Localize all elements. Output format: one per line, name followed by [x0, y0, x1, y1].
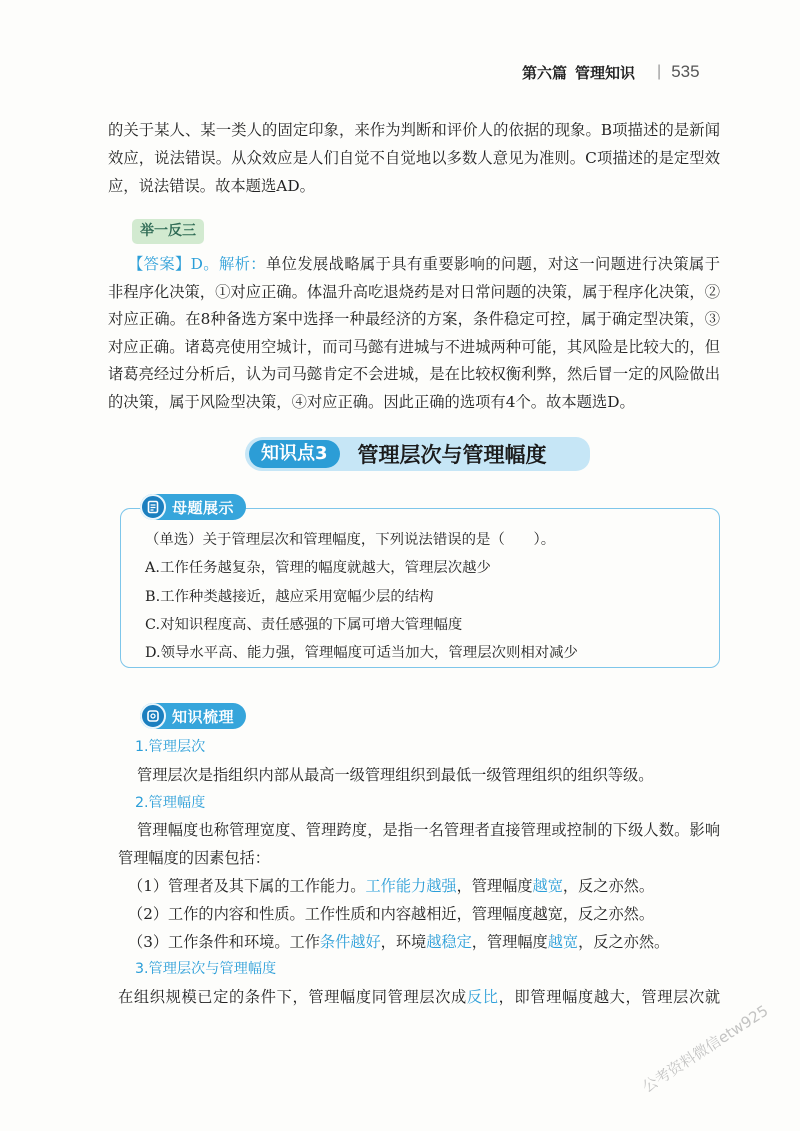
mother-question-label	[140, 494, 246, 520]
knowledge-point-banner	[245, 437, 590, 471]
option-b: B.工作种类越接近，越应采用宽幅少层的结构	[145, 588, 434, 605]
knowledge-point-tag: 知识点3	[249, 440, 340, 468]
mother-question-label-text: 母题展示	[172, 498, 235, 517]
heading-management-span: 2.管理幅度	[135, 794, 206, 811]
text-management-levels: 管理层次是指组织内部从最高一级管理组织到最低一级管理组织的组织等级。	[137, 765, 654, 784]
knowledge-content	[118, 734, 720, 1012]
factor-3-text: （3）工作条件和环境。工作	[128, 932, 320, 951]
levels-span-text: ，即管理幅度越大，管理层次就	[498, 988, 721, 1007]
header-part: 第六篇	[522, 64, 568, 82]
factor-1-text: （1）管理者及其下属的工作能力。	[128, 876, 366, 895]
levels-span-highlight: 反比	[466, 988, 499, 1007]
factor-2-text: （2）工作的内容和性质。工作性质和内容越相近，管理幅度越宽，反之亦然。	[128, 904, 655, 923]
factor-1-text: ，反之亦然。	[562, 876, 655, 895]
factor-3-text: ，反之亦然。	[578, 932, 670, 951]
question-stem: （单选）关于管理层次和管理幅度，下列说法错误的是（ ）。	[145, 532, 556, 548]
note-icon	[140, 703, 166, 729]
running-header	[522, 60, 722, 84]
heading-management-levels: 1.管理层次	[135, 739, 206, 755]
factor-1-text: ，管理幅度	[456, 876, 533, 895]
factor-3-highlight: 越稳定	[426, 932, 472, 951]
mother-question-box	[120, 508, 720, 668]
factor-3-text: ，管理幅度	[471, 932, 548, 951]
text-levels-and-span	[118, 984, 720, 1012]
page-number: 535	[671, 62, 700, 81]
levels-span-text: 在组织规模已定的条件下，管理幅度同管理层次成	[118, 988, 467, 1007]
factor-1-highlight: 工作能力越强	[365, 876, 457, 895]
option-c: C.对知识程度高、责任感强的下属可增大管理幅度	[145, 616, 463, 633]
option-d: D.领导水平高、能力强，管理幅度可适当加大，管理层次则相对减少	[145, 645, 578, 662]
previous-explanation: 的关于某人、某一类人的固定印象，来作为判断和评价人的依据的现象。B项描述的是新闻效应，说法错误。从众效应是人们自觉不自觉地以多数人意见为准则。C项描述的是定型效应，说法错误。故本题选AD。	[108, 121, 720, 195]
watermark: 公考资料微信etw925	[639, 1001, 772, 1097]
option-a: A.工作任务越复杂，管理的幅度就越大，管理层次越少	[145, 560, 491, 577]
answer-analysis: 单位发展战略属于具有重要影响的问题，对这一问题进行决策属于非程序化决策，①对应正确。体温升高吃退烧药是对日常问题的决策，属于程序化决策，②对应正确。在8种备选方案中选择一种最经济的方案，条件稳定可控，属于确定型决策，③对应正确。诸葛亮使用空城计，而司马懿有进城与不进城两种可能，其风险是比较大的，但诸葛亮经过分析后，认为司马懿肯定不会进城，是在比较权衡利弊，然后冒一定的风险做出的决策，属于风险型决策，④对应正确。因此正确的选项有4个。故本题选D。	[108, 255, 720, 411]
header-title: 管理知识	[575, 64, 636, 82]
factor-1	[118, 873, 720, 901]
document-icon	[140, 494, 166, 520]
factor-3	[118, 929, 720, 957]
header-separator: |	[657, 63, 662, 80]
factor-1-highlight: 越宽	[532, 876, 563, 895]
heading-levels-and-span: 3.管理层次与管理幅度	[135, 961, 277, 978]
answer-lead: 【答案】D。解析：	[128, 255, 266, 273]
factor-3-text: ，环境	[380, 932, 427, 951]
practice-answer	[108, 251, 720, 417]
knowledge-point-title: 管理层次与管理幅度	[357, 443, 547, 467]
factor-3-highlight: 条件越好	[319, 932, 381, 951]
knowledge-label-text: 知识梳理	[172, 707, 235, 726]
knowledge-label	[140, 703, 246, 729]
factor-3-highlight: 越宽	[547, 932, 579, 951]
practice-label: 举一反三	[132, 219, 204, 244]
factor-2	[118, 901, 720, 929]
text-management-span: 管理幅度也称管理宽度、管理跨度，是指一名管理者直接管理或控制的下级人数。影响管理幅度的因素包括：	[118, 821, 720, 868]
